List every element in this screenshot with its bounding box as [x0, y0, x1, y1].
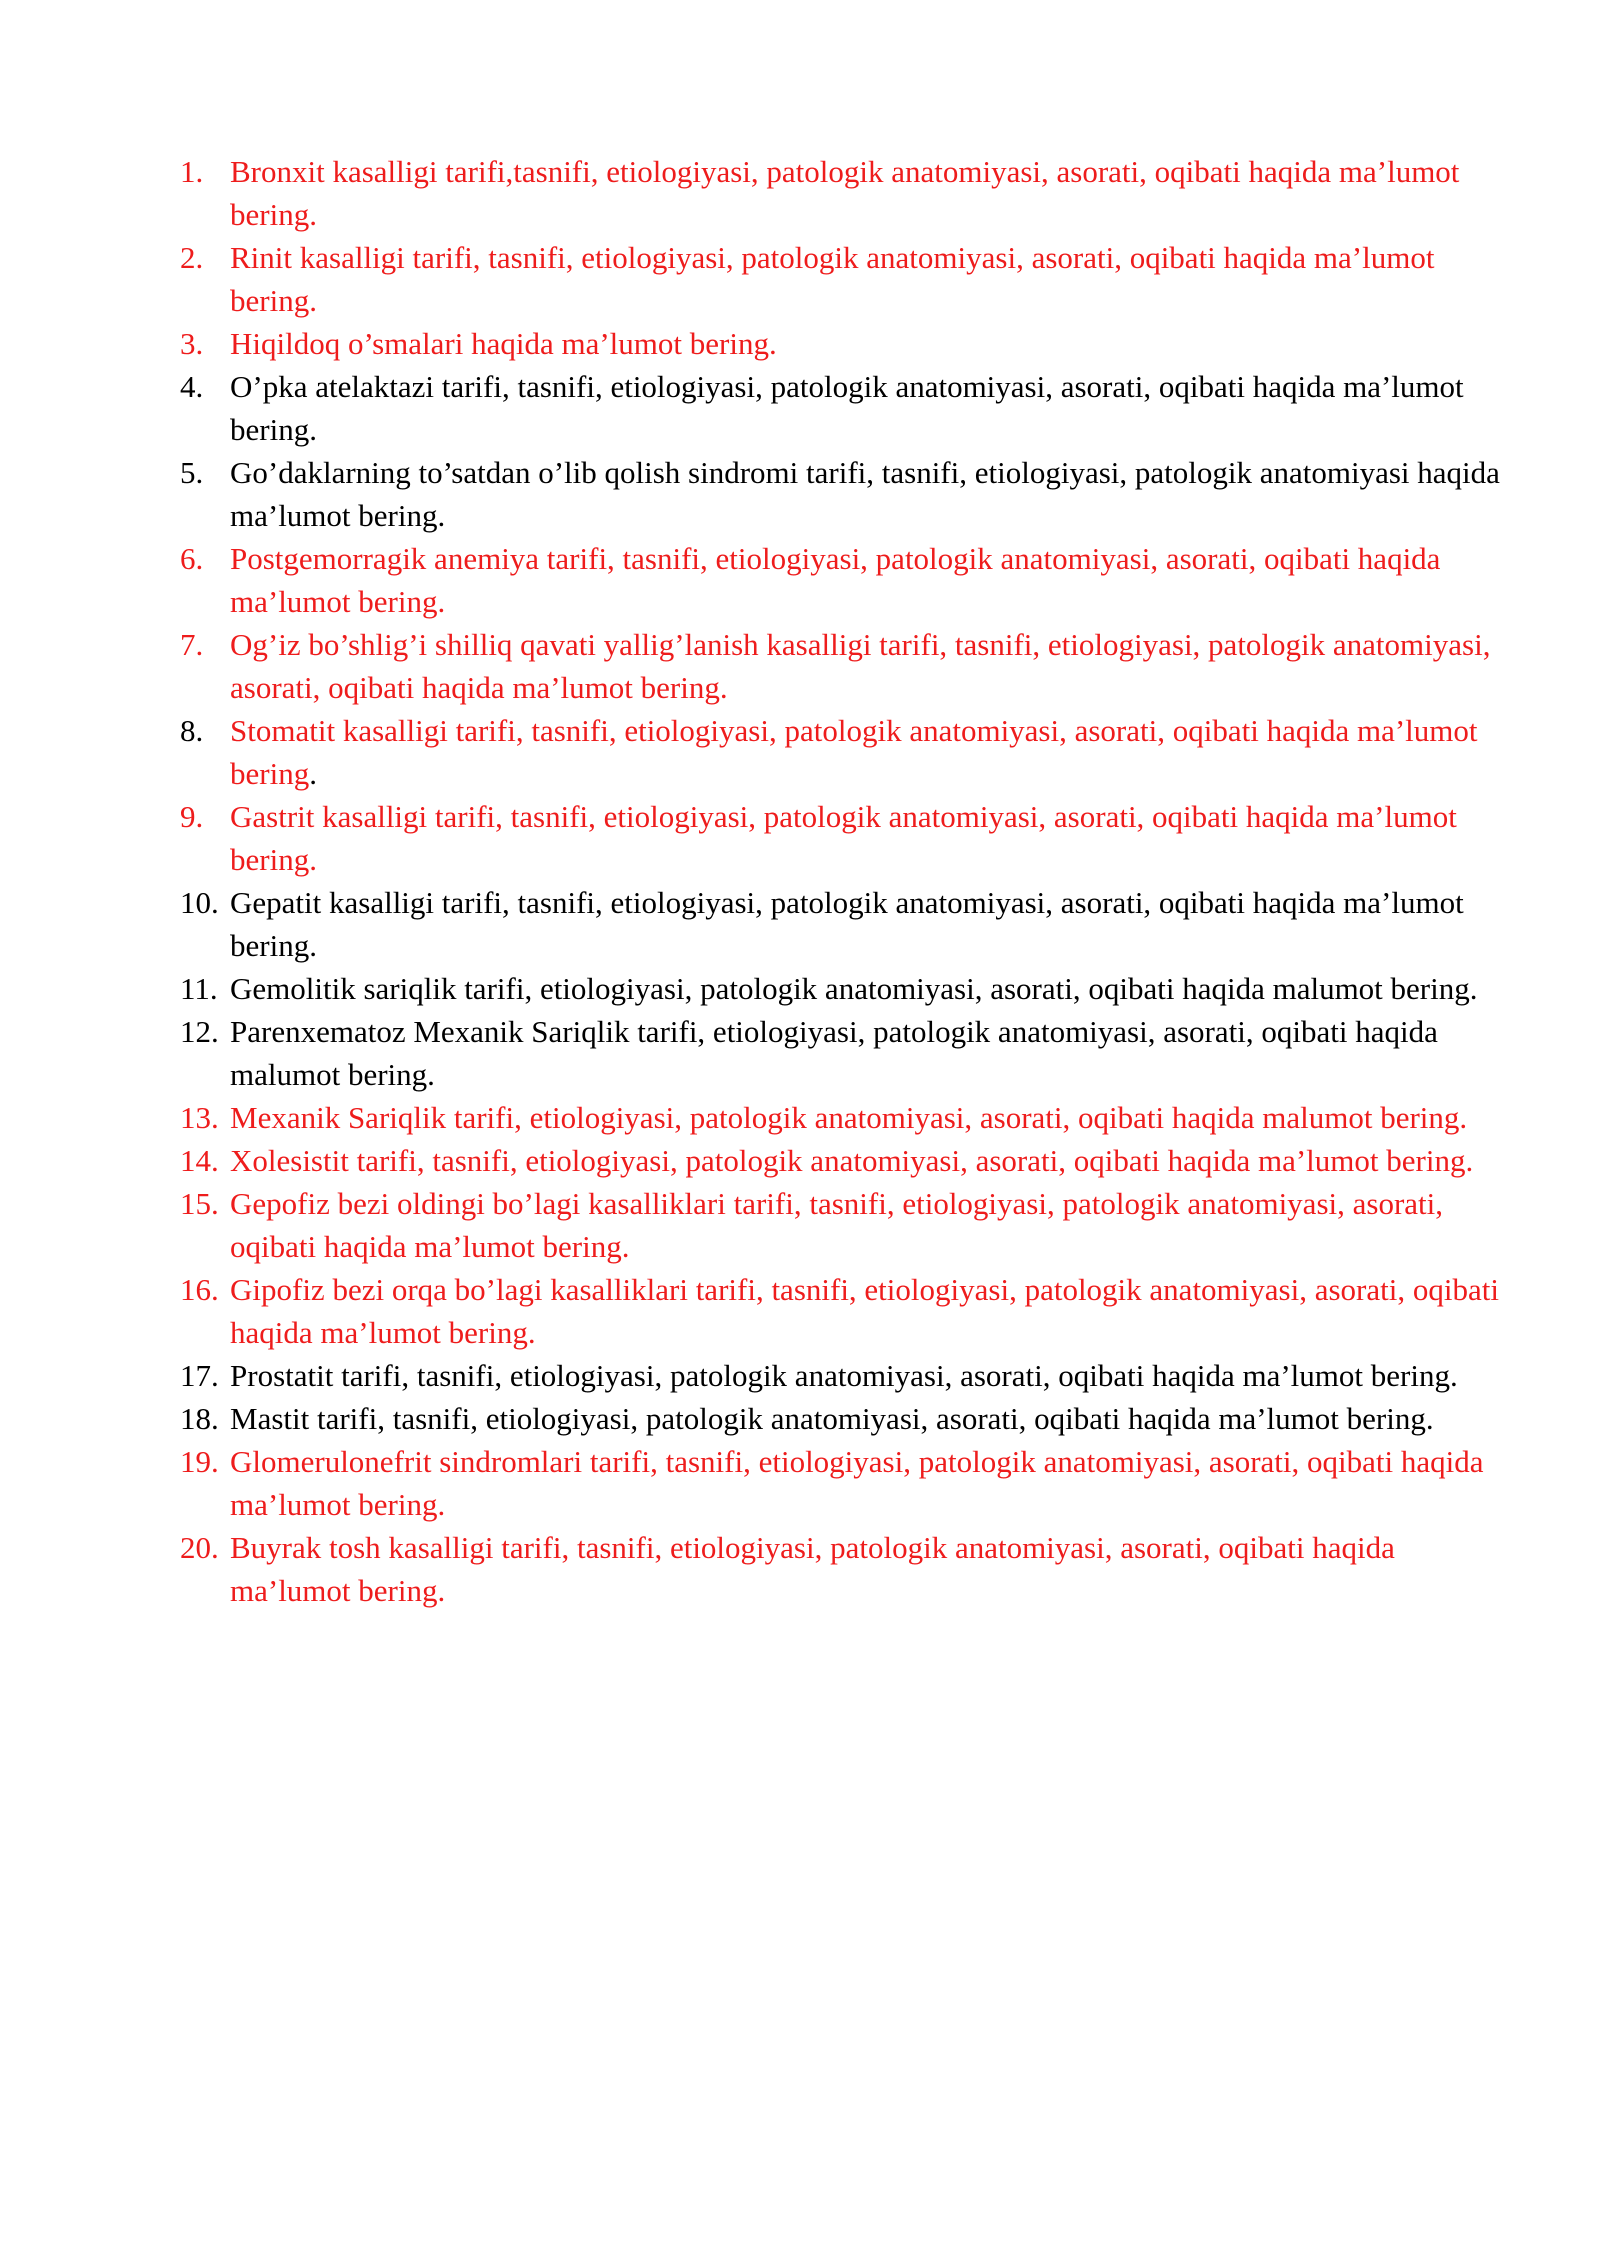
question-number: 16.	[180, 1272, 219, 1307]
question-text: Prostatit tarifi, tasnifi, etiologiyasi, patologik anatomiyasi, asorati, oqibati haqida ma’lumot bering.	[230, 1358, 1458, 1393]
question-text: Gepofiz bezi oldingi bo’lagi kasalliklari tarifi, tasnifi, etiologiyasi, patologik anatomiyasi, asorati, oqibati haqida ma’lumot bering.	[230, 1186, 1443, 1264]
question-text: Gastrit kasalligi tarifi, tasnifi, etiologiyasi, patologik anatomiyasi, asorati, oqibati haqida ma’lumot bering.	[230, 799, 1457, 877]
question-item	[180, 1354, 1500, 1397]
question-item	[180, 1440, 1500, 1526]
question-number: 8.	[180, 713, 204, 748]
question-text: Glomerulonefrit sindromlari tarifi, tasnifi, etiologiyasi, patologik anatomiyasi, asorati, oqibati haqida ma’lumot bering.	[230, 1444, 1484, 1522]
question-text: Gipofiz bezi orqa bo’lagi kasalliklari tarifi, tasnifi, etiologiyasi, patologik anatomiyasi, asorati, oqibati haqida ma’lumot bering.	[230, 1272, 1499, 1350]
question-number: 1.	[180, 154, 204, 189]
question-item	[180, 1268, 1500, 1354]
question-text: Xolesistit tarifi, tasnifi, etiologiyasi, patologik anatomiyasi, asorati, oqibati haqida ma’lumot bering.	[230, 1143, 1474, 1178]
question-item	[180, 365, 1500, 451]
question-text: Stomatit kasalligi tarifi, tasnifi, etiologiyasi, patologik anatomiyasi, asorati, oqibati haqida ma’lumot bering	[230, 713, 1478, 791]
question-number: 3.	[180, 326, 204, 361]
question-item	[180, 623, 1500, 709]
question-number: 2.	[180, 240, 204, 275]
question-text: Og’iz bo’shlig’i shilliq qavati yallig’lanish kasalligi tarifi, tasnifi, etiologiyasi, patologik anatomiyasi, asorati, oqibati haqida ma’lumot bering.	[230, 627, 1491, 705]
question-number: 7.	[180, 627, 204, 662]
question-text: Buyrak tosh kasalligi tarifi, tasnifi, etiologiyasi, patologik anatomiyasi, asorati, oqibati haqida ma’lumot bering.	[230, 1530, 1395, 1608]
question-item	[180, 881, 1500, 967]
question-number: 13.	[180, 1100, 219, 1135]
question-number: 4.	[180, 369, 204, 404]
question-number: 6.	[180, 541, 204, 576]
question-text: Hiqildoq o’smalari haqida ma’lumot bering.	[230, 326, 777, 361]
question-number: 17.	[180, 1358, 219, 1393]
question-text: Rinit kasalligi tarifi, tasnifi, etiologiyasi, patologik anatomiyasi, asorati, oqibati haqida ma’lumot bering.	[230, 240, 1435, 318]
question-item	[180, 795, 1500, 881]
question-item	[180, 1096, 1500, 1139]
question-item	[180, 967, 1500, 1010]
question-text: Parenxematoz Mexanik Sariqlik tarifi, etiologiyasi, patologik anatomiyasi, asorati, oqibati haqida malumot bering.	[230, 1014, 1438, 1092]
question-number: 14.	[180, 1143, 219, 1178]
question-number: 20.	[180, 1530, 219, 1565]
question-item	[180, 1182, 1500, 1268]
question-number: 15.	[180, 1186, 219, 1221]
question-item	[180, 322, 1500, 365]
question-text: Gepatit kasalligi tarifi, tasnifi, etiologiyasi, patologik anatomiyasi, asorati, oqibati haqida ma’lumot bering.	[230, 885, 1464, 963]
question-number: 9.	[180, 799, 204, 834]
question-number: 18.	[180, 1401, 219, 1436]
question-text: Postgemorragik anemiya tarifi, tasnifi, etiologiyasi, patologik anatomiyasi, asorati, oqibati haqida ma’lumot bering.	[230, 541, 1441, 619]
question-text: O’pka atelaktazi tarifi, tasnifi, etiologiyasi, patologik anatomiyasi, asorati, oqibati haqida ma’lumot bering.	[230, 369, 1464, 447]
question-item	[180, 1397, 1500, 1440]
question-item	[180, 709, 1500, 795]
question-number: 19.	[180, 1444, 219, 1479]
question-item	[180, 150, 1500, 236]
question-number: 11.	[180, 971, 218, 1006]
question-item	[180, 451, 1500, 537]
question-list	[180, 150, 1500, 1612]
question-item	[180, 236, 1500, 322]
question-item	[180, 1010, 1500, 1096]
question-number: 5.	[180, 455, 204, 490]
question-text: Mexanik Sariqlik tarifi, etiologiyasi, patologik anatomiyasi, asorati, oqibati haqida malumot bering.	[230, 1100, 1468, 1135]
question-item	[180, 1526, 1500, 1612]
question-text: Gemolitik sariqlik tarifi, etiologiyasi, patologik anatomiyasi, asorati, oqibati haqida malumot bering.	[230, 971, 1478, 1006]
question-text: Bronxit kasalligi tarifi,tasnifi, etiologiyasi, patologik anatomiyasi, asorati, oqibati haqida ma’lumot bering.	[230, 154, 1460, 232]
question-number: 12.	[180, 1014, 219, 1049]
question-item	[180, 1139, 1500, 1182]
question-text: Mastit tarifi, tasnifi, etiologiyasi, patologik anatomiyasi, asorati, oqibati haqida ma’lumot bering.	[230, 1401, 1434, 1436]
question-text: Go’daklarning to’satdan o’lib qolish sindromi tarifi, tasnifi, etiologiyasi, patologik anatomiyasi haqida ma’lumot bering.	[230, 455, 1500, 533]
question-number: 10.	[180, 885, 219, 920]
question-trailing-period: .	[309, 756, 317, 791]
question-item	[180, 537, 1500, 623]
